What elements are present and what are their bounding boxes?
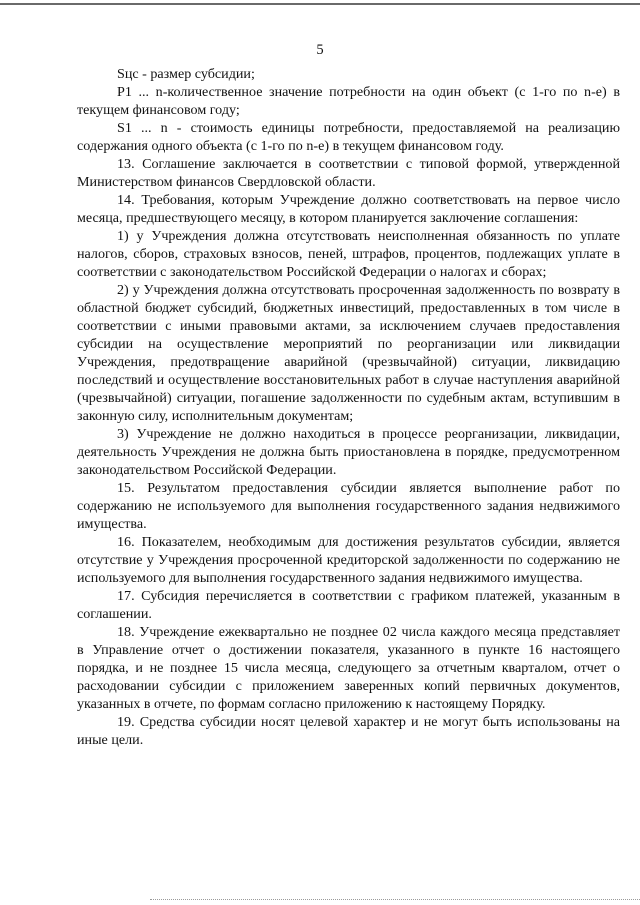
document-body: [77, 65, 620, 749]
bottom-scan-edge: [150, 899, 640, 901]
paragraph-13: 13. Соглашение заключается в соответствии с типовой формой, утвержденной Министерством финансов Свердловской области.: [77, 156, 620, 190]
paragraph-14-2: 2) у Учреждения должна отсутствовать просроченная задолженность по возврату в областной бюджет субсидий, бюджетных инвестиций, предоставленных в том числе в соответствии с иными правовыми актами, за исключением случаев предоставления субсидии на осуществление мероприятий по реорганизации или ликвидации Учреждения, предотвращение аварийной (чрезвычайной) ситуации, ликвидацию последствий и осуществление восстановительных работ в случае наступления аварийной (чрезвычайной) ситуации, погашение задолженности по судебным актам, вступившим в законную силу, исполнительным документам;: [77, 282, 620, 424]
paragraph-14-1: 1) у Учреждения должна отсутствовать неисполненная обязанность по уплате налогов, сборов, страховых взносов, пеней, штрафов, процентов, подлежащих уплате в соответствии с законодательством Российской Федерации о налогах и сборах;: [77, 228, 620, 280]
top-scan-edge: [0, 3, 640, 5]
paragraph-s-cost: S1 ... n - стоимость единицы потребности, предоставляемой на реализацию содержания одного объекта (с 1-го по n-е) в текущем финансовом году.: [77, 120, 620, 154]
paragraph-18: 18. Учреждение ежеквартально не позднее 02 числа каждого месяца представляет в Управление отчет о достижении показателя, указанного в пункте 16 настоящего порядка, и не позднее 15 числа месяца, следующего за отчетным кварталом, отчет о расходовании субсидии с приложением заверенных копий первичных документов, указанных в отчете, по формам согласно приложению к настоящему Порядку.: [77, 624, 620, 712]
paragraph-16: 16. Показателем, необходимым для достижения результатов субсидии, является отсутствие у Учреждения просроченной кредиторской задолженности по содержанию не используемого для выполнения государственного задания недвижимого имущества.: [77, 534, 620, 586]
paragraph-15: 15. Результатом предоставления субсидии является выполнение работ по содержанию не используемого для выполнения государственного задания недвижимого имущества.: [77, 480, 620, 532]
paragraph-17: 17. Субсидия перечисляется в соответствии с графиком платежей, указанным в соглашении.: [77, 588, 620, 622]
paragraph-p-quantity: P1 ... n-количественное значение потребности на один объект (с 1-го по n-е) в текущем финансовом году;: [77, 84, 620, 118]
paragraph-19: 19. Средства субсидии носят целевой характер и не могут быть использованы на иные цели.: [77, 714, 620, 748]
paragraph-14-3: 3) Учреждение не должно находиться в процессе реорганизации, ликвидации, деятельность Учреждения не должна быть приостановлена в порядке, предусмотренном законодательством Российской Федерации.: [77, 426, 620, 478]
page-number: 5: [316, 42, 324, 58]
paragraph-subsidy-size: Sцс - размер субсидии;: [117, 66, 255, 82]
paragraph-14: 14. Требования, которым Учреждение должно соответствовать на первое число месяца, предшествующего месяцу, в котором планируется заключение соглашения:: [77, 192, 620, 226]
